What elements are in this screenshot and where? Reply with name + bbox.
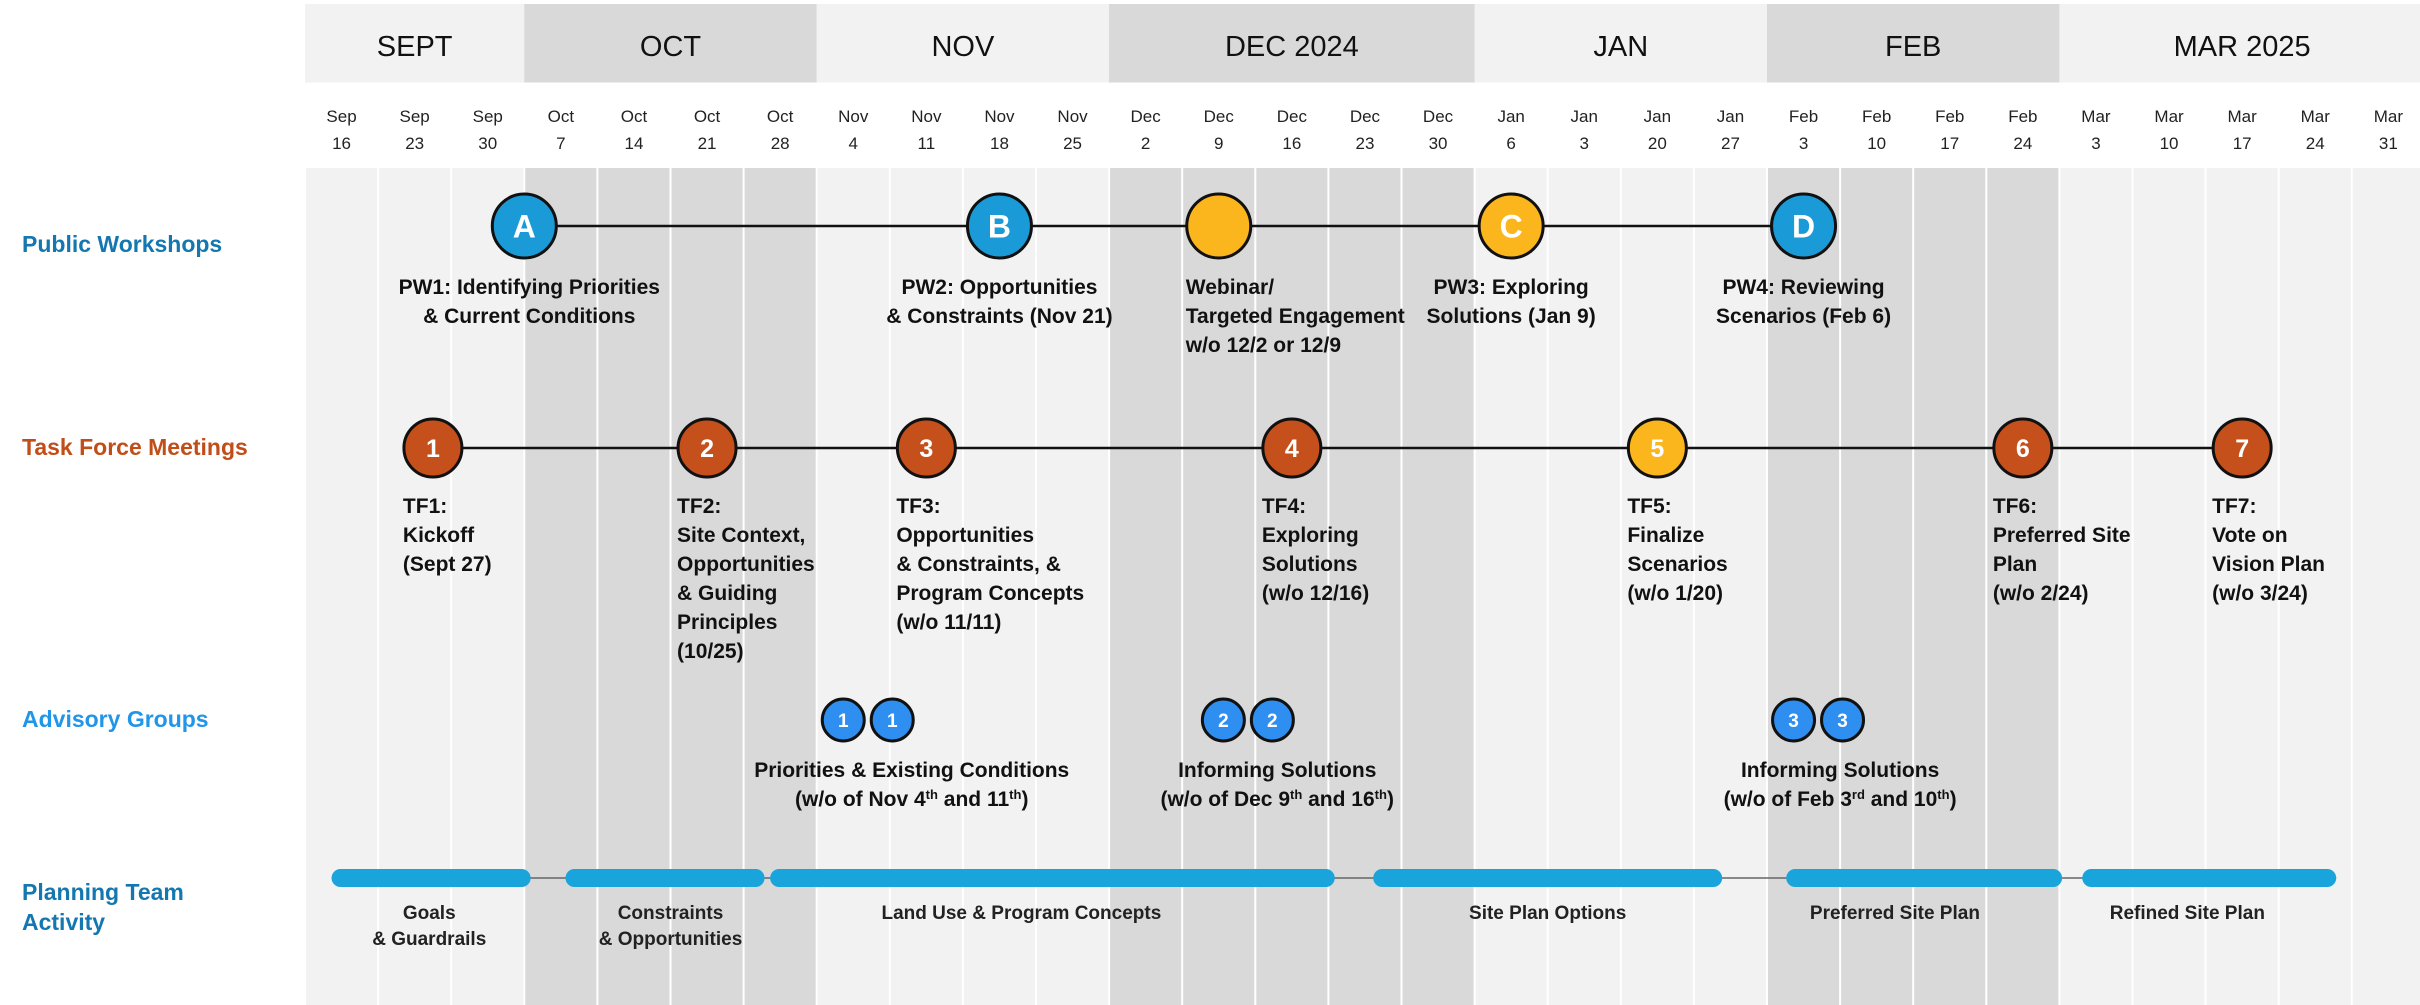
week-label-day: 30 <box>1428 134 1448 153</box>
planning-bar <box>2082 869 2336 887</box>
taskforce-desc: Program Concepts <box>896 582 1085 605</box>
planning-label: & Guardrails <box>372 929 487 950</box>
week-label-day: 25 <box>1063 134 1083 153</box>
week-label-month: Feb <box>1788 107 1819 126</box>
workshop-desc: w/o 12/2 or 12/9 <box>1185 334 1341 357</box>
week-label-month: Nov <box>984 107 1015 126</box>
workshop-desc: & Constraints (Nov 21) <box>886 305 1113 328</box>
week-label-day: 3 <box>1798 134 1809 153</box>
week-label-month: Oct <box>766 107 794 126</box>
week-label-month: Nov <box>838 107 869 126</box>
taskforce-desc: Vision Plan <box>2212 553 2325 576</box>
week-label-month: Jan <box>1716 107 1745 126</box>
week-label-day: 24 <box>2305 134 2325 153</box>
taskforce-desc: & Constraints, & <box>896 553 1061 576</box>
taskforce-desc: (w/o 1/20) <box>1627 582 1724 605</box>
week-label-month: Mar <box>2300 107 2330 126</box>
week-label-month: Dec <box>1203 107 1234 126</box>
taskforce-marker-label: 5 <box>1650 435 1665 463</box>
planning-label: & Opportunities <box>598 929 743 950</box>
taskforce-desc: TF4: <box>1261 495 1307 518</box>
planning-label: Goals <box>402 903 456 924</box>
week-label-day: 3 <box>2091 134 2101 153</box>
week-label-day: 14 <box>624 134 644 153</box>
planning-bar <box>1786 869 2062 887</box>
week-label-day: 31 <box>2378 134 2398 153</box>
workshop-desc: PW1: Identifying Priorities <box>398 276 660 299</box>
taskforce-desc: Exploring <box>1261 524 1359 547</box>
week-label-month: Jan <box>1570 107 1598 126</box>
taskforce-desc: TF2: <box>677 495 722 518</box>
week-label-day: 24 <box>2013 134 2033 153</box>
advisory-title: Priorities & Existing Conditions <box>754 759 1070 782</box>
week-label-day: 23 <box>1355 134 1375 153</box>
week-label-month: Mar <box>2373 107 2403 126</box>
taskforce-marker-label: 7 <box>2235 435 2250 463</box>
taskforce-desc: (10/25) <box>677 640 744 663</box>
advisory-marker-label: 3 <box>1788 710 1799 732</box>
week-label-day: 21 <box>697 134 717 153</box>
taskforce-desc: Scenarios <box>1627 553 1728 576</box>
week-label-day: 23 <box>405 134 425 153</box>
week-label-day: 27 <box>1720 134 1740 153</box>
taskforce-desc: Principles <box>677 611 778 634</box>
advisory-marker-label: 2 <box>1267 710 1278 732</box>
week-label-day: 28 <box>770 134 790 153</box>
week-label-day: 3 <box>1579 134 1589 153</box>
month-label: OCT <box>639 31 702 63</box>
week-label-day: 18 <box>989 134 1009 153</box>
row-label-taskforce: Task Force Meetings <box>22 434 248 460</box>
taskforce-desc: Vote on <box>2212 524 2288 547</box>
week-label-month: Jan <box>1497 107 1525 126</box>
advisory-subtitle: (w/o of Feb 3rd and 10th) <box>1723 786 1957 811</box>
taskforce-desc: Site Context, <box>677 524 806 547</box>
planning-label: Refined Site Plan <box>2109 903 2265 924</box>
taskforce-desc: TF3: <box>896 495 941 518</box>
week-label-month: Dec <box>1276 107 1307 126</box>
week-label-day: 9 <box>1214 134 1224 153</box>
taskforce-desc: (Sept 27) <box>402 553 492 576</box>
taskforce-marker-label: 1 <box>425 435 440 463</box>
advisory-marker-label: 3 <box>1837 710 1848 732</box>
week-label-month: Dec <box>1349 107 1381 126</box>
workshop-desc: PW4: Reviewing <box>1722 276 1885 299</box>
week-label-month: Feb <box>1935 107 1965 126</box>
week-label-month: Oct <box>620 107 648 126</box>
workshop-marker <box>1187 194 1251 258</box>
week-label-day: 11 <box>917 134 936 153</box>
taskforce-marker-label: 2 <box>700 435 715 463</box>
week-label-month: Nov <box>911 107 942 126</box>
workshop-marker-label: D <box>1791 208 1816 245</box>
taskforce-desc: Kickoff <box>402 524 475 547</box>
planning-label: Constraints <box>617 903 724 924</box>
week-label-day: 30 <box>478 134 498 153</box>
taskforce-desc: Opportunities <box>896 524 1035 547</box>
workshop-marker-label: C <box>1499 208 1523 245</box>
taskforce-desc: Finalize <box>1627 524 1705 547</box>
taskforce-marker-label: 6 <box>2015 435 2030 463</box>
planning-bar <box>1373 869 1722 887</box>
taskforce-desc: Plan <box>1992 553 2038 576</box>
planning-label: Land Use & Program Concepts <box>881 903 1162 924</box>
workshop-desc: Targeted Engagement <box>1185 305 1405 328</box>
workshop-desc: Scenarios (Feb 6) <box>1716 305 1892 328</box>
week-label-month: Dec <box>1130 107 1161 126</box>
advisory-marker-label: 1 <box>837 710 849 732</box>
planning-label: Preferred Site Plan <box>1809 903 1980 924</box>
month-label: SEPT <box>376 31 453 63</box>
week-label-day: 2 <box>1140 134 1151 153</box>
week-label-month: Feb <box>2008 107 2038 126</box>
week-label-month: Sep <box>326 107 357 126</box>
month-label: JAN <box>1593 31 1649 63</box>
taskforce-marker-label: 3 <box>919 435 934 463</box>
advisory-marker-label: 2 <box>1218 710 1229 732</box>
row-label-planning: Planning Team <box>22 879 184 905</box>
taskforce-desc: (w/o 12/16) <box>1261 582 1370 605</box>
taskforce-desc: (w/o 2/24) <box>1992 582 2089 605</box>
planning-bar <box>770 869 1335 887</box>
week-label-month: Sep <box>399 107 430 126</box>
taskforce-desc: TF7: <box>2212 495 2257 518</box>
planning-bar <box>565 869 764 887</box>
workshop-desc: Solutions (Jan 9) <box>1426 305 1596 328</box>
taskforce-desc: (w/o 3/24) <box>2212 582 2308 605</box>
taskforce-marker-label: 4 <box>1284 435 1299 463</box>
week-label-month: Nov <box>1057 107 1088 126</box>
workshop-marker-label: A <box>512 208 536 245</box>
taskforce-desc: & Guiding <box>677 582 778 605</box>
row-label-advisory: Advisory Groups <box>22 706 209 732</box>
week-label-day: 6 <box>1506 134 1516 153</box>
taskforce-desc: Preferred Site <box>1992 524 2131 547</box>
month-label: DEC 2024 <box>1224 31 1359 63</box>
advisory-marker-label: 1 <box>886 710 898 732</box>
row-label-workshops: Public Workshops <box>22 231 223 257</box>
week-label-month: Jan <box>1643 107 1672 126</box>
week-label-month: Oct <box>693 107 721 126</box>
week-label-day: 16 <box>332 134 352 153</box>
week-label-day: 16 <box>1282 134 1302 153</box>
week-label-month: Sep <box>472 107 503 126</box>
advisory-title: Informing Solutions <box>1740 759 1940 782</box>
workshop-desc: PW2: Opportunities <box>901 276 1098 299</box>
taskforce-desc: (w/o 11/11) <box>896 611 1002 634</box>
week-label-day: 17 <box>2232 134 2252 153</box>
week-label-month: Oct <box>547 107 575 126</box>
workshop-desc: Webinar/ <box>1185 276 1275 299</box>
workshop-marker-label: B <box>987 208 1012 245</box>
month-label: NOV <box>931 31 995 63</box>
week-label-day: 7 <box>556 134 566 153</box>
advisory-subtitle: (w/o of Nov 4th and 11th) <box>795 786 1029 811</box>
week-label-day: 10 <box>1867 134 1887 153</box>
workshop-desc: & Current Conditions <box>423 305 636 328</box>
planning-label: Site Plan Options <box>1469 903 1627 924</box>
advisory-subtitle: (w/o of Dec 9th and 16th) <box>1160 786 1394 811</box>
week-label-day: 10 <box>2159 134 2179 153</box>
taskforce-desc: TF5: <box>1627 495 1672 518</box>
advisory-title: Informing Solutions <box>1178 759 1377 782</box>
week-label-day: 4 <box>848 134 858 153</box>
week-label-month: Mar <box>2081 107 2111 126</box>
week-label-day: 17 <box>1940 134 1960 153</box>
planning-bar <box>332 869 531 887</box>
taskforce-desc: Opportunities <box>677 553 815 576</box>
week-label-day: 20 <box>1647 134 1667 153</box>
week-label-month: Mar <box>2227 107 2257 126</box>
month-label: MAR 2025 <box>2173 31 2311 63</box>
taskforce-desc: TF6: <box>1992 495 2038 518</box>
week-header-bg <box>305 84 2420 168</box>
taskforce-desc: TF1: <box>402 495 448 518</box>
month-label: FEB <box>1884 31 1942 63</box>
week-label-month: Mar <box>2154 107 2184 126</box>
workshop-desc: PW3: Exploring <box>1433 276 1589 299</box>
week-label-month: Dec <box>1422 107 1454 126</box>
week-label-month: Feb <box>1862 107 1892 126</box>
taskforce-desc: Solutions <box>1261 553 1358 576</box>
row-label-planning: Activity <box>22 909 106 935</box>
